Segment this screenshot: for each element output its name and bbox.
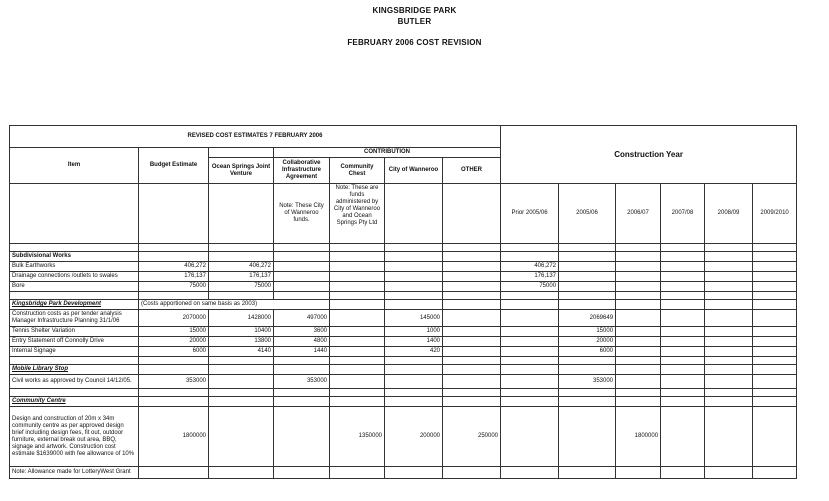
row-other: 250000 — [443, 407, 501, 467]
section-library: Mobile Library Stop — [10, 365, 139, 375]
other-header: OTHER — [443, 158, 501, 184]
item-header: Item — [10, 148, 139, 184]
report-subtitle: BUTLER — [397, 17, 432, 26]
table-row — [10, 407, 797, 467]
row-ocean: 13800 — [209, 337, 274, 347]
row-item: Civil works as approved by Council 14/12/05. — [10, 375, 139, 389]
budget-header: Budget Estimate — [139, 148, 209, 184]
year-2006-07: 2006/07 — [616, 184, 661, 244]
row-budget: 406,272 — [139, 262, 209, 272]
section-kingsbridge: Kingsbridge Park Development — [10, 300, 139, 310]
row-item: Internal Signage — [10, 347, 139, 357]
row-budget: 2070000 — [139, 310, 209, 327]
row-ocean: 4140 — [209, 347, 274, 357]
row-city: 145000 — [385, 310, 443, 327]
report-date-title: FEBRUARY 2006 COST REVISION — [347, 38, 482, 47]
row-ocean: 176,137 — [209, 272, 274, 282]
community-chest-note: Note: These are funds administered by City of Wanneroo and Ocean Springs Pty Ltd — [330, 184, 385, 244]
row-2006-07: 1800000 — [616, 407, 661, 467]
section-community: Community Centre — [10, 397, 139, 407]
collaborative-header: Collaborative Infrastructure Agreement — [274, 158, 330, 184]
table-row — [10, 467, 797, 479]
row-2005-06: 20000 — [559, 337, 616, 347]
row-collab: 4800 — [274, 337, 330, 347]
year-2009-10: 2009/2010 — [753, 184, 797, 244]
year-2008-09: 2008/09 — [705, 184, 753, 244]
table-row — [10, 327, 797, 337]
row-item: Bulk Earthworks — [10, 262, 139, 272]
row-collab: 497000 — [274, 310, 330, 327]
row-budget: 75000 — [139, 282, 209, 292]
row-chest: 1350000 — [330, 407, 385, 467]
row-2005-06: 6000 — [559, 347, 616, 357]
row-ocean: 406,272 — [209, 262, 274, 272]
row-item: Construction costs as per tender analysis Manager Infrastructure Planning 31/1/06 — [10, 310, 139, 327]
table-row — [10, 337, 797, 347]
row-budget: 353000 — [139, 375, 209, 389]
row-budget: 15000 — [139, 327, 209, 337]
row-item: Design and construction of 20m x 34m community centre as per approved design brief including design fees, fit out, outdoor furniture, external break out area, BBQ, signage and artwork. Construction cost estimate $1639000 with fee allowance of 10% — [10, 407, 139, 467]
contribution-header: CONTRIBUTION — [274, 148, 501, 158]
row-collab: 3600 — [274, 327, 330, 337]
ocean-springs-header: Ocean Springs Joint Venture — [209, 158, 274, 184]
row-city: 200000 — [385, 407, 443, 467]
row-item: Bore — [10, 282, 139, 292]
table-row — [10, 375, 797, 389]
row-ocean: 10400 — [209, 327, 274, 337]
year-prior: Prior 2005/06 — [501, 184, 559, 244]
cost-table — [9, 125, 797, 479]
row-item: Drainage connections /outlets to swales — [10, 272, 139, 282]
row-prior: 406,272 — [501, 262, 559, 272]
row-city: 1000 — [385, 327, 443, 337]
section-subdivisional: Subdivisional Works — [10, 252, 139, 262]
row-2005-06: 15000 — [559, 327, 616, 337]
construction-year-header: Construction Year — [501, 126, 797, 184]
row-2005-06: 2069649 — [559, 310, 616, 327]
row-item: Tennis Shelter Variation — [10, 327, 139, 337]
community-chest-header: Community Chest — [330, 158, 385, 184]
row-collab: 1440 — [274, 347, 330, 357]
row-budget: 20000 — [139, 337, 209, 347]
row-budget: 6000 — [139, 347, 209, 357]
row-2005-06: 353000 — [559, 375, 616, 389]
report-title: KINGSBRIDGE PARK — [372, 6, 457, 15]
row-collab: 353000 — [274, 375, 330, 389]
row-ocean: 75000 — [209, 282, 274, 292]
table-row — [10, 262, 797, 272]
section-kingsbridge-note: (Costs apportioned on same basis as 2003) — [139, 300, 330, 310]
row-city: 1400 — [385, 337, 443, 347]
row-prior: 75000 — [501, 282, 559, 292]
row-budget: 176,137 — [139, 272, 209, 282]
row-ocean: 1428000 — [209, 310, 274, 327]
revised-title: REVISED COST ESTIMATES 7 FEBRUARY 2006 — [10, 126, 501, 148]
row-budget: 1800000 — [139, 407, 209, 467]
year-2005-06: 2005/06 — [559, 184, 616, 244]
city-wanneroo-header: City of Wanneroo — [385, 158, 443, 184]
row-city: 420 — [385, 347, 443, 357]
table-row — [10, 347, 797, 357]
table-row — [10, 282, 797, 292]
year-2007-08: 2007/08 — [661, 184, 705, 244]
row-item: Entry Statement off Connolly Drive — [10, 337, 139, 347]
row-prior: 176,137 — [501, 272, 559, 282]
collaborative-note: Note: These City of Wanneroo funds. — [274, 184, 330, 244]
row-item: Note: Allowance made for LotteryWest Grant — [10, 467, 139, 479]
table-row — [10, 310, 797, 327]
table-row — [10, 272, 797, 282]
